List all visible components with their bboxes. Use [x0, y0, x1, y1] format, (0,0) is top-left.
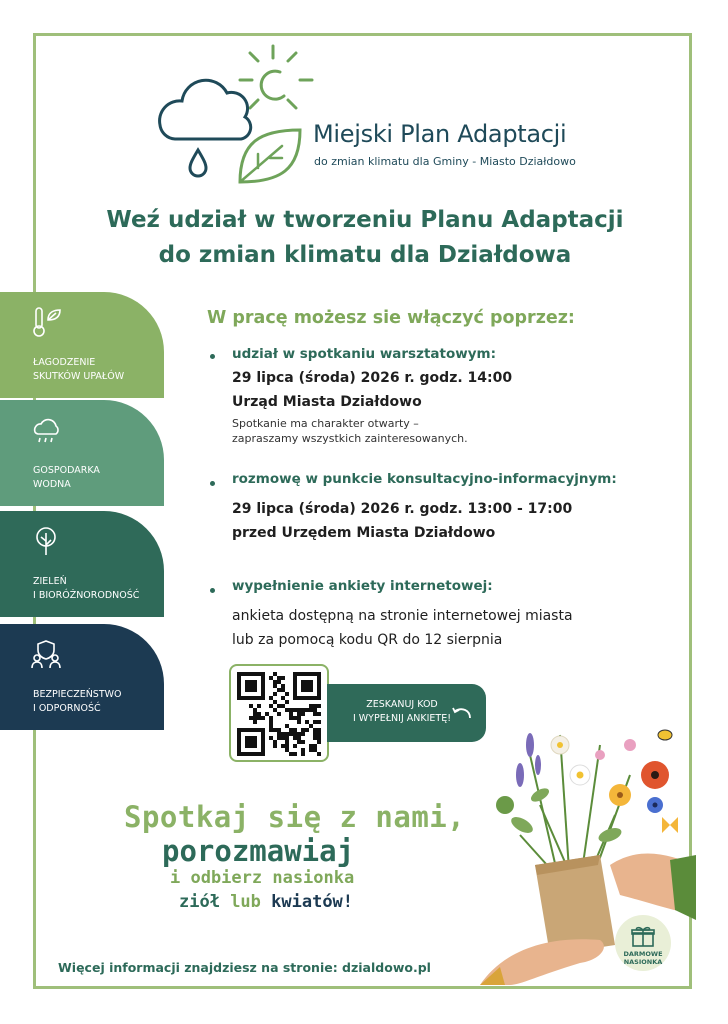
badge-line1: DARMOWE: [623, 950, 663, 958]
workshop-place: Urząd Miasta Działdowo: [232, 394, 422, 410]
tab-safety-resilience: [0, 624, 164, 730]
people-shield-icon: [30, 638, 62, 670]
headline-line2: do zmian klimatu dla Działdowa: [158, 242, 572, 268]
bullet-dot: [210, 481, 215, 486]
headline-line1: Weź udział w tworzeniu Planu Adaptacji: [106, 207, 624, 233]
thermometer-leaf-icon: [30, 306, 62, 338]
tab-heat-mitigation: [0, 292, 164, 398]
tab-label-line2: SKUTKÓW UPAŁÓW: [33, 371, 125, 382]
brand-subtitle: do zmian klimatu dla Gminy - Miasto Działdowo: [314, 155, 576, 168]
survey-line2: lub za pomocą kodu QR do 12 sierpnia: [232, 632, 503, 648]
bullet-workshop-title: udział w spotkaniu warsztatowym:: [232, 346, 496, 362]
curved-arrow-icon: [450, 704, 472, 720]
meet-line3: i odbierz nasionka: [170, 868, 355, 888]
workshop-note-line2: zapraszamy wszystkich zainteresowanych.: [232, 432, 468, 445]
bullet-dot: [210, 354, 215, 359]
bullet-dot: [210, 588, 215, 593]
scan-qr-callout: [327, 684, 486, 742]
tab-label-line2: I ODPORNOŚĆ: [33, 703, 101, 714]
tab-water-management: [0, 400, 164, 506]
survey-line1: ankieta dostępną na stronie internetowej miasta: [232, 608, 573, 624]
intro-heading: W pracę możesz sie włączyć poprzez:: [207, 308, 575, 328]
footer-more-info: Więcej informacji znajdziesz na stronie: dzialdowo.pl: [58, 960, 431, 975]
consultation-place: przed Urzędem Miasta Działdowo: [232, 525, 496, 541]
tab-label-line1: BEZPIECZEŃSTWO: [33, 689, 122, 700]
tab-greenery-biodiversity: [0, 511, 164, 617]
meet-flowers: kwiatów!: [271, 892, 354, 912]
qr-code-pattern-icon: [237, 672, 321, 756]
survey-qr-code[interactable]: [229, 664, 329, 762]
scan-line2: I WYPEŁNIJ ANKIETĘ!: [352, 713, 452, 724]
workshop-note-line1: Spotkanie ma charakter otwarty –: [232, 417, 419, 430]
badge-line2: NASIONKA: [623, 958, 663, 966]
meet-or: lub: [219, 892, 272, 912]
meet-line4: [179, 892, 353, 912]
bullet-survey-title: wypełnienie ankiety internetowej:: [232, 578, 493, 594]
brand-title: Miejski Plan Adaptacji: [313, 120, 567, 148]
free-seeds-badge: [615, 915, 671, 971]
climate-logo-icon: [150, 40, 320, 190]
gift-icon: [631, 925, 655, 947]
consultation-date: 29 lipca (środa) 2026 r. godz. 13:00 - 17:00: [232, 501, 573, 517]
bullet-consultation-title: rozmowę w punkcie konsultacyjno-informacyjnym:: [232, 471, 617, 487]
meet-herbs: ziół: [179, 892, 220, 912]
tree-icon: [30, 525, 62, 557]
tab-label-line1: ZIELEŃ: [33, 576, 67, 587]
meet-line1: Spotkaj się z nami,: [124, 800, 466, 834]
tab-label-line2: I BIORÓŻNORODNOŚĆ: [33, 590, 140, 601]
scan-line1: ZESKANUJ KOD: [366, 699, 438, 710]
tab-label-line1: GOSPODARKA: [33, 465, 100, 476]
tab-label-line2: WODNA: [33, 479, 71, 490]
tab-label-line1: ŁAGODZENIE: [33, 357, 96, 368]
meet-line2: porozmawiaj: [162, 834, 355, 868]
workshop-date: 29 lipca (środa) 2026 r. godz. 14:00: [232, 370, 513, 386]
rain-cloud-icon: [30, 414, 62, 446]
